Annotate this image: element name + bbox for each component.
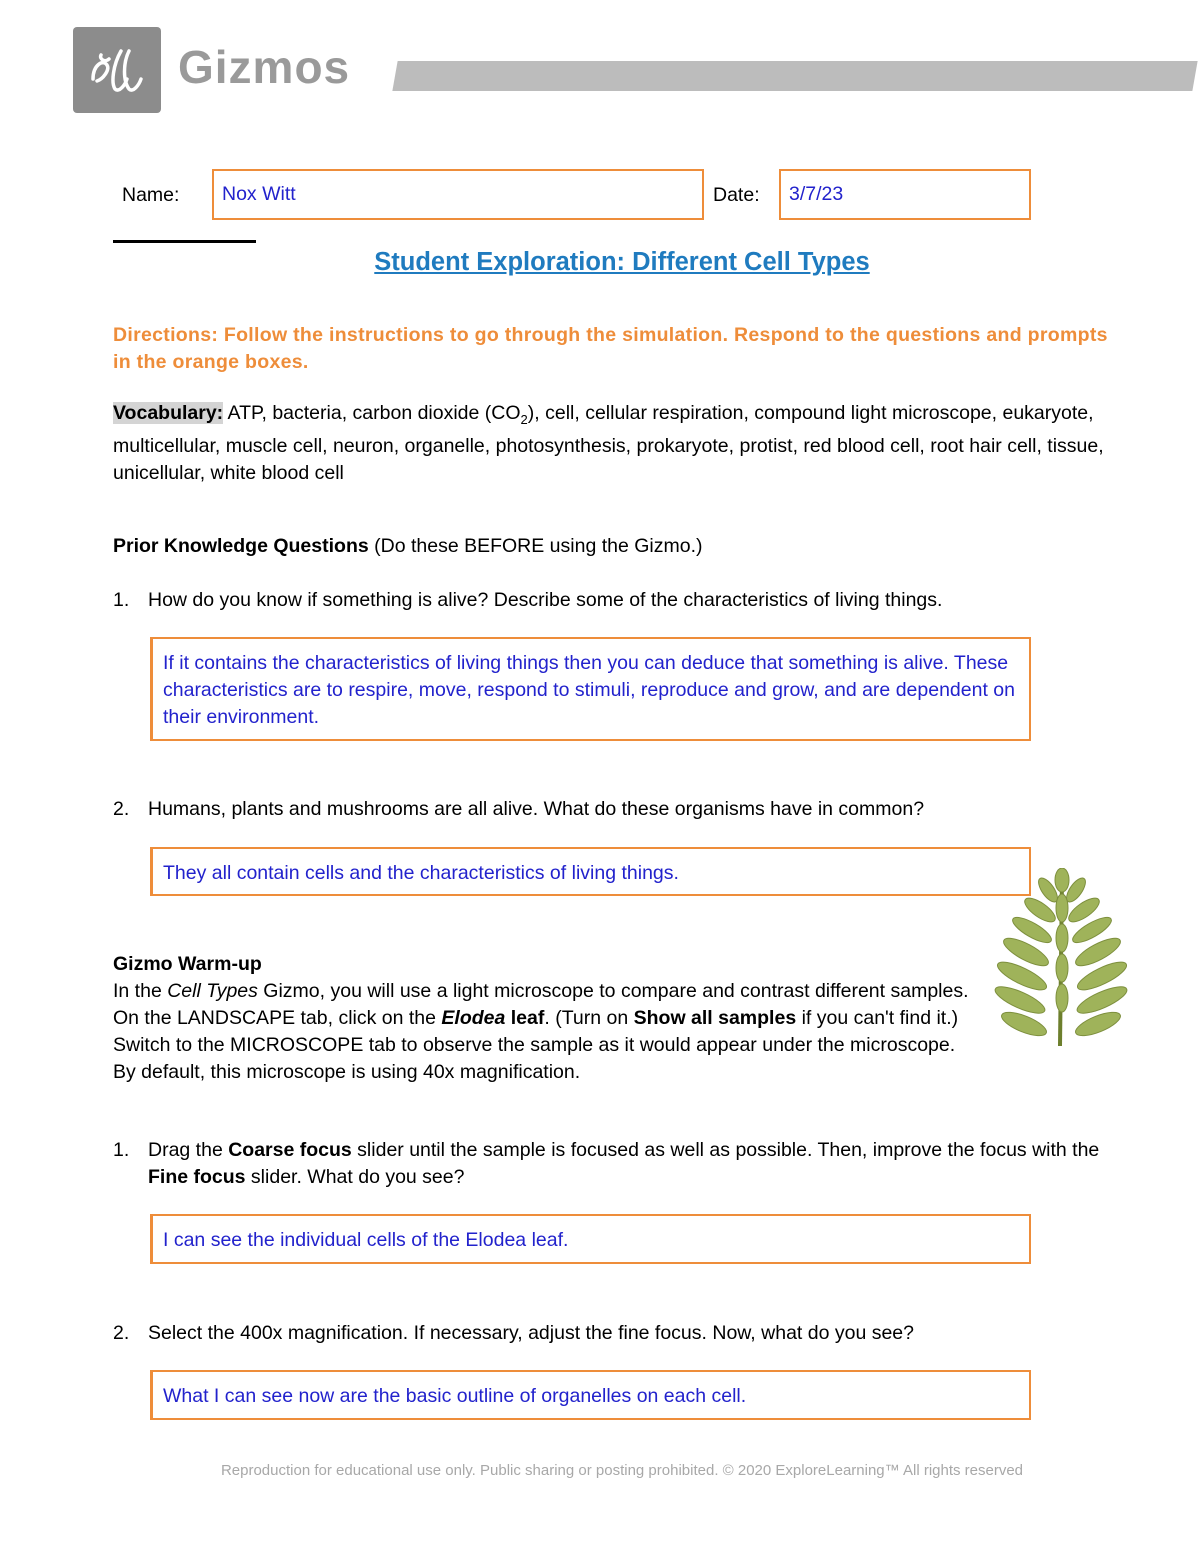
question-number: 2. [113, 1322, 130, 1344]
question-bold: Coarse focus [228, 1139, 352, 1161]
question-bold: Fine focus [148, 1166, 246, 1188]
answer-text: I can see the individual cells of the Elodea leaf. [163, 1229, 569, 1251]
elodea-plant-icon [990, 868, 1130, 1046]
question-number: 2. [113, 798, 130, 820]
answer-box-1[interactable] [150, 637, 1031, 741]
warmup-italic: Cell Types [167, 980, 258, 1002]
warmup-bold: Show all samples [633, 1007, 797, 1029]
vocabulary-text-2: ), cell, cellular respiration, compound light microscope, eukaryote, multicellular, muscle cell, neuron, organelle, photosynthesis, prokaryote, protist, red blood cell, root hair cell, tissue, unicellular, white blood cell [113, 402, 1104, 484]
date-label: Date: [713, 184, 760, 206]
question-text: Select the 400x magnification. If necessary, adjust the fine focus. Now, what do you see? [148, 1322, 914, 1344]
name-value: Nox Witt [222, 183, 296, 205]
answer-box-2[interactable] [150, 847, 1031, 896]
question-text-part: slider until the sample is focused as well as possible. Then, improve the focus with the [351, 1139, 1100, 1161]
vocabulary-label: Vocabulary: [113, 402, 224, 424]
warmup-text: In the [113, 980, 168, 1002]
brand-name: Gizmos [178, 41, 351, 93]
vocabulary-subscript: 2 [520, 411, 528, 427]
header-bar [392, 61, 1197, 91]
warmup-bold: leaf [505, 1007, 545, 1029]
date-value: 3/7/23 [789, 183, 844, 205]
answer-text: If it contains the characteristics of living things then you can deduce that something is alive. These characteristics are to respire, move, respond to stimuli, reproduce and grow, and are dependent on their environment. [163, 652, 1015, 728]
question-text: How do you know if something is alive? Describe some of the characteristics of living things. [148, 589, 943, 611]
answer-text: What I can see now are the basic outline of organelles on each cell. [163, 1385, 747, 1407]
gizmos-logo [73, 27, 161, 113]
question-text: Humans, plants and mushrooms are all alive. What do these organisms have in common? [148, 798, 925, 820]
question-text [148, 1137, 1133, 1191]
answer-box-4[interactable] [150, 1370, 1031, 1420]
date-field[interactable] [779, 169, 1031, 220]
explorelearning-logo-icon [85, 45, 149, 95]
vocabulary [113, 400, 1133, 487]
warmup-bold-italic: Elodea [441, 1007, 506, 1029]
question-text-part: Drag the [148, 1139, 229, 1161]
warmup-paragraph [113, 978, 983, 1086]
warmup-section [113, 951, 983, 1086]
question-number: 1. [113, 589, 130, 611]
page-title: Student Exploration: Different Cell Types [374, 248, 870, 276]
name-field[interactable] [212, 169, 704, 220]
name-label: Name: [122, 184, 180, 206]
warmup-heading: Gizmo Warm-up [113, 953, 262, 975]
divider [113, 240, 256, 243]
directions: Directions: Follow the instructions to go through the simulation. Respond to the questions and prompts in the orange boxes. [113, 324, 1108, 373]
prior-knowledge-title: Prior Knowledge Questions [113, 535, 369, 557]
footer-copyright: Reproduction for educational use only. Public sharing or posting prohibited. © 2020 ExploreLearning™ All rights reserved [220, 1462, 1024, 1479]
prior-knowledge-heading [113, 535, 703, 558]
question-number: 1. [113, 1139, 130, 1161]
warmup-text: Gizmo, you will use a light microscope to compare and contrast different samples. On the LANDSCAPE tab, click on the [113, 980, 969, 1029]
warmup-text: . (Turn on [544, 1007, 634, 1029]
answer-box-3[interactable] [150, 1214, 1031, 1264]
warmup-text: if you can't find it.) Switch to the MICROSCOPE tab to observe the sample as it would appear under the microscope. By default, this microscope is using 40x magnification. [113, 1007, 959, 1083]
question-text-part: slider. What do you see? [245, 1166, 465, 1188]
prior-knowledge-note: (Do these BEFORE using the Gizmo.) [368, 535, 703, 557]
answer-text: They all contain cells and the characteristics of living things. [163, 862, 679, 884]
vocabulary-text-1: ATP, bacteria, carbon dioxide (CO [223, 402, 521, 424]
